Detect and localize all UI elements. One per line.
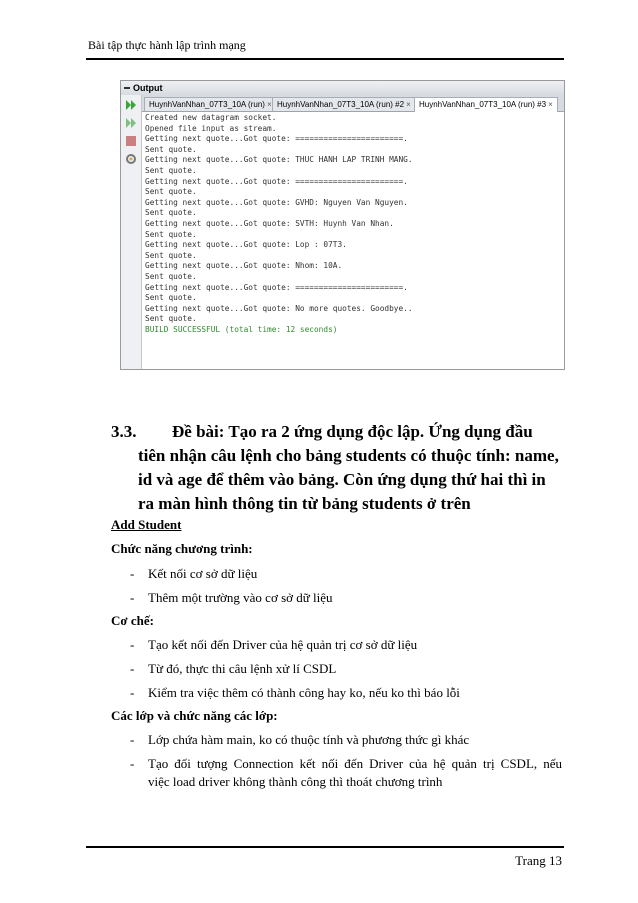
console-line: Sent quote. bbox=[145, 144, 197, 154]
console-output bbox=[145, 113, 560, 335]
bullet-dash: - bbox=[130, 637, 135, 652]
bullet-dash: - bbox=[130, 661, 135, 676]
rerun-different-icon bbox=[125, 117, 137, 129]
mechanism-heading: Cơ chế: bbox=[111, 613, 154, 628]
classes-heading: Các lớp và chức năng các lớp: bbox=[111, 708, 278, 723]
page-header: Bài tập thực hành lập trình mạng bbox=[88, 38, 246, 52]
build-status-line: BUILD SUCCESSFUL (total time: 12 seconds) bbox=[145, 324, 338, 334]
console-line: Getting next quote...Got quote: GVHD: Nguyen Van Nguyen. bbox=[145, 197, 408, 207]
bullet-dash: - bbox=[130, 756, 135, 771]
output-toolbar bbox=[121, 95, 142, 369]
console-line: Sent quote. bbox=[145, 271, 197, 281]
section-line-4: ra màn hình thông tin từ bảng students ở trên bbox=[138, 494, 471, 513]
mechanism-item: Từ đó, thực thi câu lệnh xử lí CSDL bbox=[148, 661, 337, 676]
console-line: Getting next quote...Got quote: No more quotes. Goodbye.. bbox=[145, 303, 413, 313]
tab-run-3[interactable]: HuynhVanNhan_07T3_10A (run) #3 × bbox=[414, 97, 558, 112]
section-number: 3.3. bbox=[111, 422, 137, 441]
console-line: Sent quote. bbox=[145, 165, 197, 175]
class-item: Tạo đối tượng Connection kết nối đến Driver của hệ quản trị CSDL, nếu bbox=[148, 756, 562, 771]
minimize-icon bbox=[124, 87, 130, 89]
console-line: Opened file input as stream. bbox=[145, 123, 277, 133]
bullet-dash: - bbox=[130, 590, 135, 605]
section-line-3: id và age để thêm vào bảng. Còn ứng dụng thứ hai thì in bbox=[138, 470, 546, 489]
console-line: Created new datagram socket. bbox=[145, 113, 277, 122]
tab-run-2[interactable]: HuynhVanNhan_07T3_10A (run) #2 × bbox=[272, 97, 416, 111]
console-line: Getting next quote...Got quote: =======================. bbox=[145, 176, 408, 186]
output-title-bar bbox=[121, 81, 564, 96]
mechanism-item: Tạo kết nối đến Driver của hệ quản trị cơ sở dữ liệu bbox=[148, 637, 418, 652]
settings-icon bbox=[125, 153, 137, 165]
bullet-dash: - bbox=[130, 566, 135, 581]
output-tabs bbox=[142, 95, 564, 112]
class-item-continued: việc load driver không thành công thì thoát chương trình bbox=[148, 774, 443, 789]
console-line: Getting next quote...Got quote: =======================. bbox=[145, 282, 408, 292]
function-item: Thêm một trường vào cơ sở dữ liệu bbox=[148, 590, 333, 605]
stop-icon bbox=[125, 135, 137, 147]
console-line: Sent quote. bbox=[145, 208, 197, 218]
mechanism-item: Kiểm tra việc thêm có thành công hay ko, nếu ko thì báo lỗi bbox=[148, 685, 460, 700]
rerun-icon bbox=[125, 99, 137, 111]
console-line: Sent quote. bbox=[145, 229, 197, 239]
console-line: Sent quote. bbox=[145, 293, 197, 303]
tab-run-1[interactable]: HuynhVanNhan_07T3_10A (run) × bbox=[144, 97, 277, 111]
function-item: Kết nối cơ sở dữ liệu bbox=[148, 566, 258, 581]
page-number: Trang 13 bbox=[515, 853, 562, 868]
footer-rule bbox=[86, 846, 564, 848]
output-title: Output bbox=[133, 83, 163, 93]
console-line: Getting next quote...Got quote: THUC HANH LAP TRINH MANG. bbox=[145, 155, 413, 165]
output-window-screenshot bbox=[120, 80, 565, 370]
console-line: Sent quote. bbox=[145, 187, 197, 197]
section-line-1: Đề bài: Tạo ra 2 ứng dụng độc lập. Ứng dụng đầu bbox=[172, 422, 533, 441]
bullet-dash: - bbox=[130, 732, 135, 747]
console-line: Getting next quote...Got quote: SVTH: Huynh Van Nhan. bbox=[145, 218, 394, 228]
console-line: Getting next quote...Got quote: Lop : 07T3. bbox=[145, 240, 347, 250]
console-line: Getting next quote...Got quote: Nhom: 10A. bbox=[145, 261, 343, 271]
class-item: Lớp chứa hàm main, ko có thuộc tính và phương thức gì khác bbox=[148, 732, 470, 747]
console-line: Sent quote. bbox=[145, 250, 197, 260]
console-line: Getting next quote...Got quote: =======================. bbox=[145, 134, 408, 144]
bullet-dash: - bbox=[130, 685, 135, 700]
console-line: Sent quote. bbox=[145, 314, 197, 324]
add-student-heading: Add Student bbox=[111, 517, 182, 532]
function-heading: Chức năng chương trình: bbox=[111, 541, 253, 556]
header-rule bbox=[86, 58, 564, 60]
section-line-2: tiên nhận câu lệnh cho bảng students có thuộc tính: name, bbox=[138, 446, 559, 465]
